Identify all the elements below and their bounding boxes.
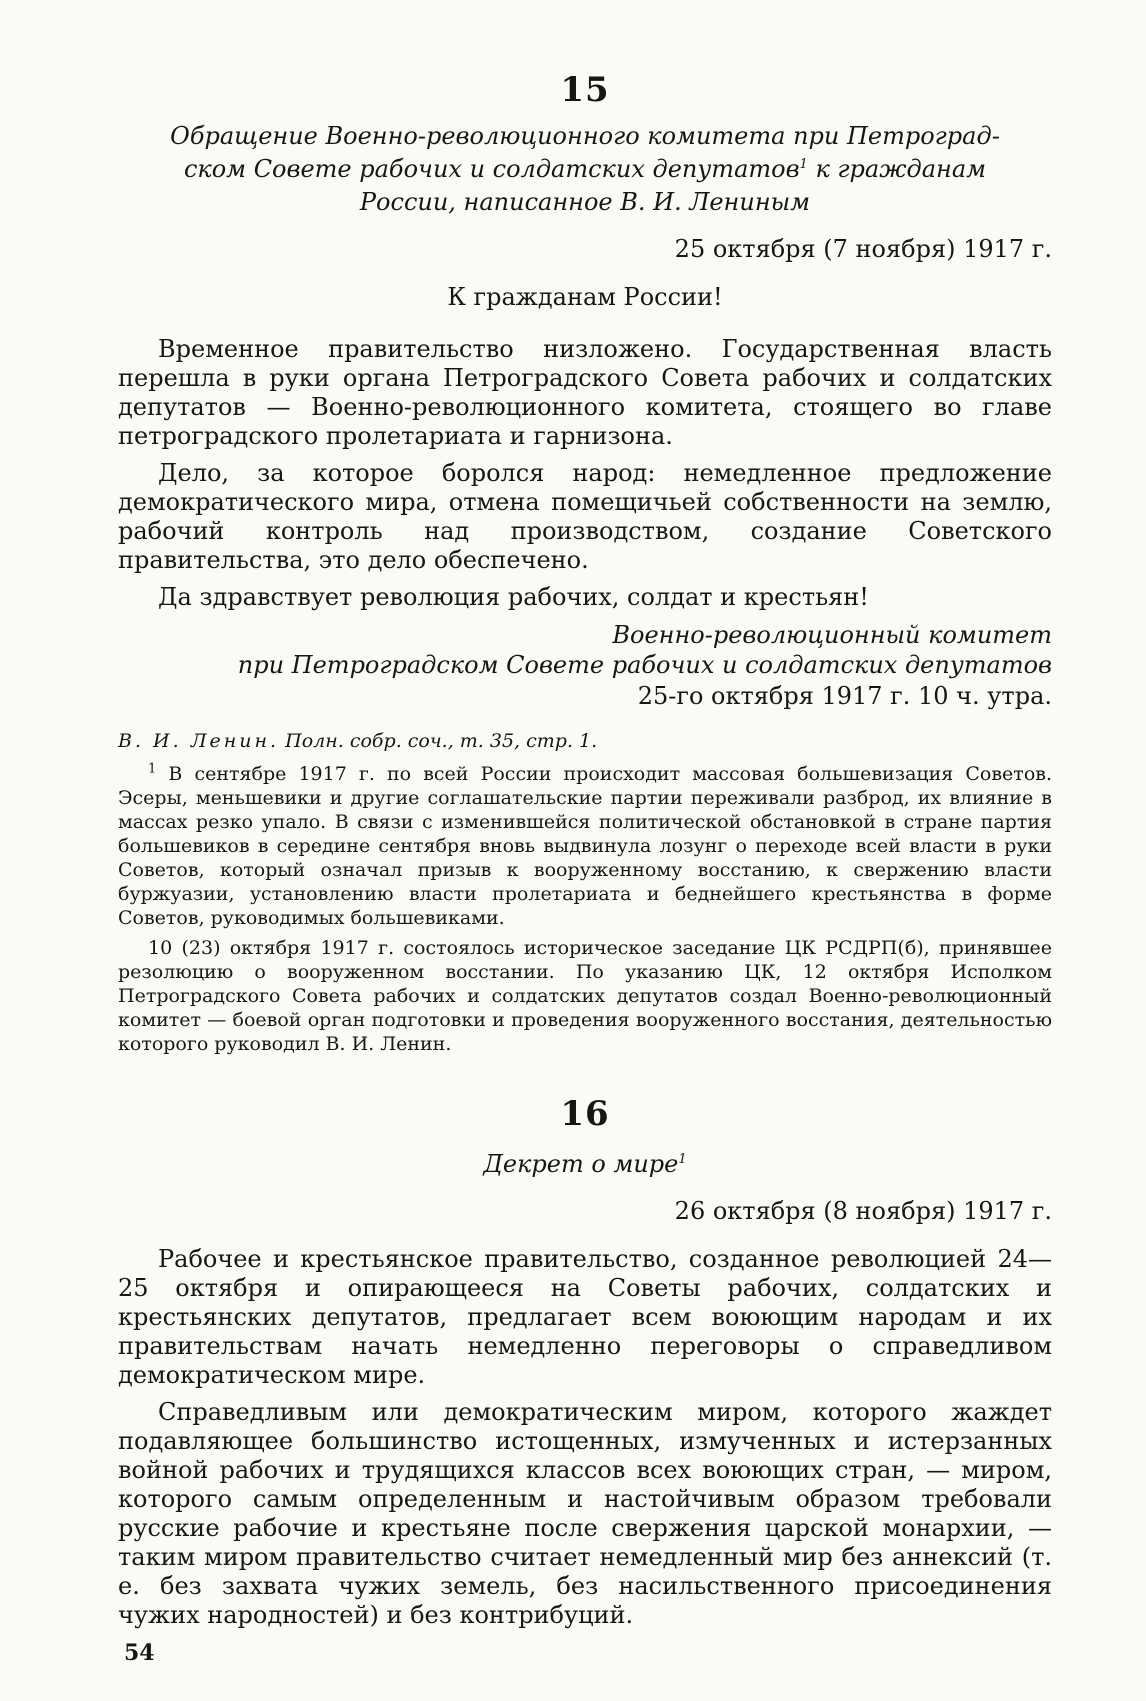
heading-text: ском Совете рабочих и солдатских депутатов [183, 155, 800, 183]
footnote [118, 762, 1052, 930]
footnote: 10 (23) октября 1917 г. состоялось историческое заседание ЦК РСДРП(б), принявшее резолюцию о вооруженном восстании. По указанию ЦК, 12 октября Исполком Петроградского Совета рабочих и солдатских депутатов создал Военно-революционный комитет — боевой орган подготовки и проведения вооруженного восстания, деятельностью которого руководил В. И. Ленин. [118, 937, 1052, 1055]
signature-organization-detail: при Петроградском Совете рабочих и солдатских депутатов [237, 651, 1052, 679]
heading-line [146, 153, 1024, 186]
document-number: 16 [560, 1094, 610, 1134]
page-number: 54 [124, 1640, 155, 1666]
footnotes [118, 762, 1052, 1056]
paragraph: Справедливым или демократическим миром, которого жаждет подавляющее большинство истощенных, измученных и истерзанных войной рабочих и трудящихся классов всех воюющих стран, — миром, которого самым определенным и настойчивым образом требовали русские рабочие и крестьяне после свержения царской монархии, — таким миром правительство считает немедленный мир без аннексий (т. е. без захвата чужих земель, без насильственного присоединения чужих народностей) и без контрибуций. [118, 1398, 1052, 1629]
signature-organization: Военно-революционный комитет [612, 621, 1052, 649]
footnote-marker: 1 [148, 761, 157, 777]
heading-line: России, написанное В. И. Лениным [359, 188, 811, 216]
paragraph: Да здравствует революция рабочих, солдат и крестьян! [158, 583, 869, 611]
footnote-text: В сентябре 1917 г. по всей России происходит массовая большевизация Советов. Эсеры, меньшевики и другие соглашательские партии переживали разброд, их влияние в массах резко упало. В связи с изменившейся политической обстановкой в стране партия большевиков в середине сентября вновь выдвинула лозунг о переходе всей власти в руки Советов, который означал призыв к вооруженному восстанию, к свержению власти буржуазии, установлению власти пролетариата и беднейшего крестьянства в форме Советов, руководимых большевиками. [118, 763, 1052, 929]
document-body [118, 1245, 1052, 1630]
document-number: 15 [560, 70, 610, 110]
heading-text: к гражданам [807, 155, 987, 183]
source-reference: Полн. собр. соч., т. 35, стр. 1. [279, 730, 598, 752]
heading-text: Декрет о мире [483, 1150, 679, 1178]
footnote-marker: 1 [678, 1152, 687, 1167]
document-date: 26 октября (8 ноября) 1917 г. [674, 1197, 1052, 1225]
document-address: К гражданам России! [447, 283, 723, 311]
paragraph: Временное правительство низложено. Государственная власть перешла в руки органа Петроградского Совета рабочих и солдатских депутатов — Военно-революционного комитета, стоящего во главе петроградского пролетариата и гарнизона. [118, 335, 1052, 450]
document-heading [146, 1148, 1024, 1181]
document-date: 25 октября (7 ноября) 1917 г. [674, 235, 1052, 263]
book-page [118, 70, 1052, 1638]
footnote-marker: 1 [799, 157, 808, 172]
document-body [118, 335, 1052, 612]
heading-line: Обращение Военно-революционного комитета при Петроград- [170, 122, 1000, 150]
source-author: В. И. Ленин. [118, 730, 280, 752]
source-citation [118, 730, 1052, 752]
paragraph: Рабочее и крестьянское правительство, созданное революцией 24—25 октября и опирающееся на Советы рабочих, солдатских и крестьянских депутатов, предлагает всем воюющим народам и их правительствам начать немедленно переговоры о справедливом демократическом мире. [118, 1245, 1052, 1389]
paragraph: Дело, за которое боролся народ: немедленное предложение демократического мира, отмена помещичьей собственности на землю, рабочий контроль над производством, создание Советского правительства, это дело обеспечено. [118, 459, 1052, 574]
signature-date: 25-го октября 1917 г. 10 ч. утра. [637, 682, 1052, 710]
document-heading [146, 120, 1024, 219]
